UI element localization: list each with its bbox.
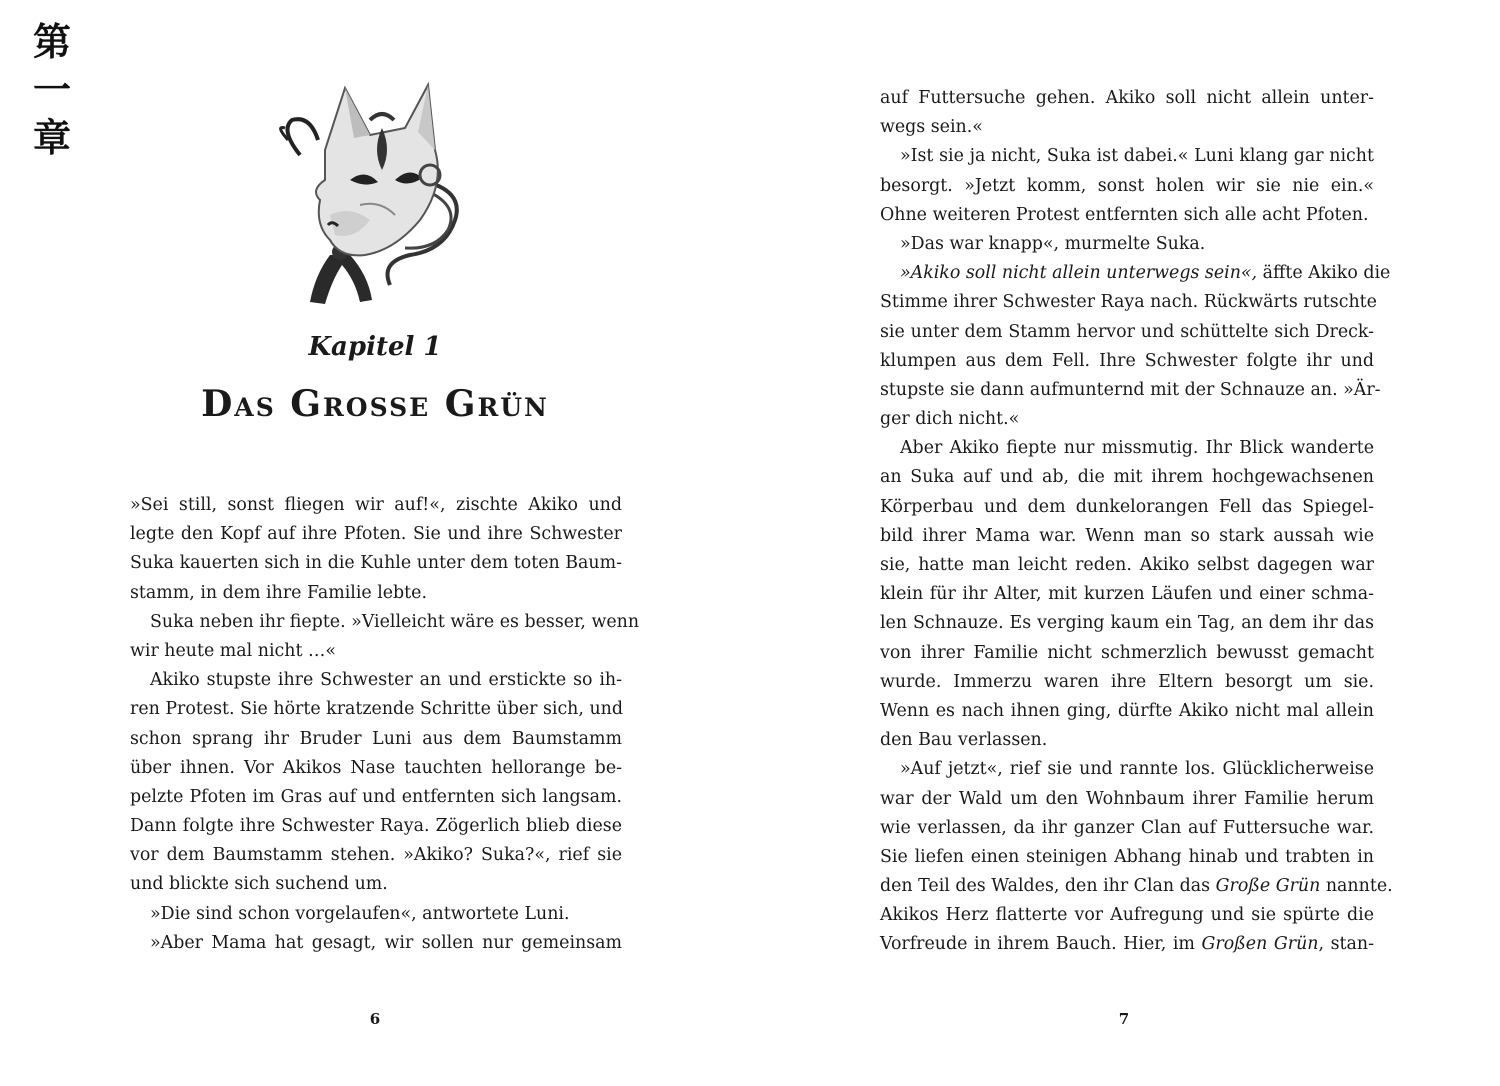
text-line: über ihnen. Vor Akikos Nase tauchten hellorange be- <box>130 757 622 778</box>
text-line-mixed <box>880 930 1374 959</box>
text-segment: nannte. <box>1320 876 1393 897</box>
kanji-char: 章 <box>32 115 71 160</box>
text-line: Ohne weiteren Protest entfernten sich alle acht Pfoten. <box>880 204 1369 225</box>
text-line: Körperbau und dem dunkelorangen Fell das Spiegel- <box>880 496 1374 517</box>
text-line: wegs sein.« <box>880 117 983 138</box>
chapter-kanji <box>28 18 76 162</box>
text-line: ren Protest. Sie hörte kratzende Schritte über sich, und <box>130 699 623 720</box>
text-line: von ihrer Familie nicht schmerzlich bewusst gemacht <box>880 642 1374 663</box>
text-line: pelzte Pfoten im Gras auf und entfernten sich langsam. <box>130 786 622 807</box>
text-segment: den Teil des Waldes, den ihr Clan das <box>880 876 1211 897</box>
text-segment: äffte Akiko die <box>1257 263 1391 284</box>
text-line: den Bau verlassen. <box>880 730 1048 751</box>
text-line: »Das war knapp«, murmelte Suka. <box>900 233 1206 254</box>
text-line: Suka neben ihr fiepte. »Vielleicht wäre es besser, wenn <box>150 611 640 632</box>
text-line: stamm, in dem ihre Familie lebte. <box>130 582 427 603</box>
text-line: schon sprang ihr Bruder Luni aus dem Baumstamm <box>130 728 622 749</box>
text-line: Stimme ihrer Schwester Raya nach. Rückwärts rutschte <box>880 292 1377 313</box>
text-line: besorgt. »Jetzt komm, sonst holen wir sie nie ein.« <box>880 175 1374 196</box>
text-line: vor dem Baumstamm stehen. »Akiko? Suka?«, rief sie <box>130 845 622 866</box>
text-line-mixed <box>880 872 1393 901</box>
text-line: war der Wald um den Wohnbaum ihrer Familie herum <box>880 788 1374 809</box>
text-line-mixed <box>880 259 1391 288</box>
page-number-right: 7 <box>1118 1010 1130 1028</box>
text-line: »Aber Mama hat gesagt, wir sollen nur gemeinsam <box>150 932 622 953</box>
text-line: len Schnauze. Es verging kaum ein Tag, an dem ihr das <box>880 613 1374 634</box>
text-line: wurde. Immerzu waren ihre Eltern besorgt um sie. <box>880 671 1374 692</box>
text-line: Dann folgte ihre Schwester Raya. Zögerlich blieb diese <box>130 816 622 837</box>
text-line: bild ihrer Mama war. Wenn man so stark aussah wie <box>880 525 1374 546</box>
text-line: »Sei still, sonst fliegen wir auf!«, zischte Akiko und <box>130 495 622 515</box>
chapter-label: Kapitel 1 <box>308 332 442 362</box>
body-text-right <box>880 84 1393 960</box>
text-line: sie, hatte man leicht reden. Akiko selbst dagegen war <box>880 555 1374 575</box>
body-text-left <box>130 491 640 958</box>
text-segment: Vorfreude in ihrem Bauch. Hier, im <box>880 934 1195 955</box>
text-line: klumpen aus dem Fell. Ihre Schwester folgte ihr und <box>880 350 1374 371</box>
text-line: Sie liefen einen steinigen Abhang hinab und trabten in <box>880 846 1374 867</box>
text-line: legte den Kopf auf ihre Pfoten. Sie und ihre Schwester <box>130 524 622 545</box>
chapter-title: Das Grosse Grün <box>201 383 549 425</box>
text-line: auf Futtersuche gehen. Akiko soll nicht allein unter- <box>880 88 1374 108</box>
kanji-char: 一 <box>32 67 71 112</box>
italic-name: Große Grün <box>1215 876 1321 897</box>
text-line: Akiko stupste ihre Schwester an und erstickte so ih- <box>150 670 622 691</box>
text-line: wie verlassen, da ihr ganzer Clan auf Futtersuche war. <box>880 817 1374 838</box>
text-line: Suka kauerten sich in die Kuhle unter dem toten Baum- <box>130 553 622 574</box>
text-line: Wenn es nach ihnen ging, dürfte Akiko nicht mal allein <box>880 700 1374 721</box>
right-page <box>750 0 1500 1086</box>
text-line: Akikos Herz flatterte vor Aufregung und sie spürte die <box>880 905 1374 926</box>
text-segment: , stan- <box>1318 934 1374 955</box>
text-line: »Die sind schon vorgelaufen«, antwortete Luni. <box>150 903 570 924</box>
fox-mask-illustration <box>270 80 480 310</box>
italic-name: Großen Grün <box>1201 934 1319 955</box>
page-number-left: 6 <box>369 1010 381 1028</box>
text-line: klein für ihr Alter, mit kurzen Läufen und einer schma- <box>880 584 1374 605</box>
text-line: an Suka auf und ab, die mit ihrem hochgewachsenen <box>880 467 1374 488</box>
text-line: »Ist sie ja nicht, Suka ist dabei.« Luni klang gar nicht <box>900 146 1374 167</box>
text-line: sie unter dem Stamm hervor und schüttelte sich Dreck- <box>880 321 1374 342</box>
text-line: stupste sie dann aufmunternd mit der Schnauze an. »Är- <box>880 379 1381 400</box>
text-line: Aber Akiko fiepte nur missmutig. Ihr Blick wanderte <box>900 438 1374 459</box>
italic-quote: »Akiko soll nicht allein unterwegs sein«, <box>900 263 1258 284</box>
text-line: und blickte sich suchend um. <box>130 874 388 895</box>
text-line: ger dich nicht.« <box>880 409 1020 430</box>
text-line: wir heute mal nicht …« <box>130 640 336 661</box>
kanji-char: 第 <box>32 19 71 64</box>
text-line: »Auf jetzt«, rief sie und rannte los. Glücklicherweise <box>900 759 1374 780</box>
